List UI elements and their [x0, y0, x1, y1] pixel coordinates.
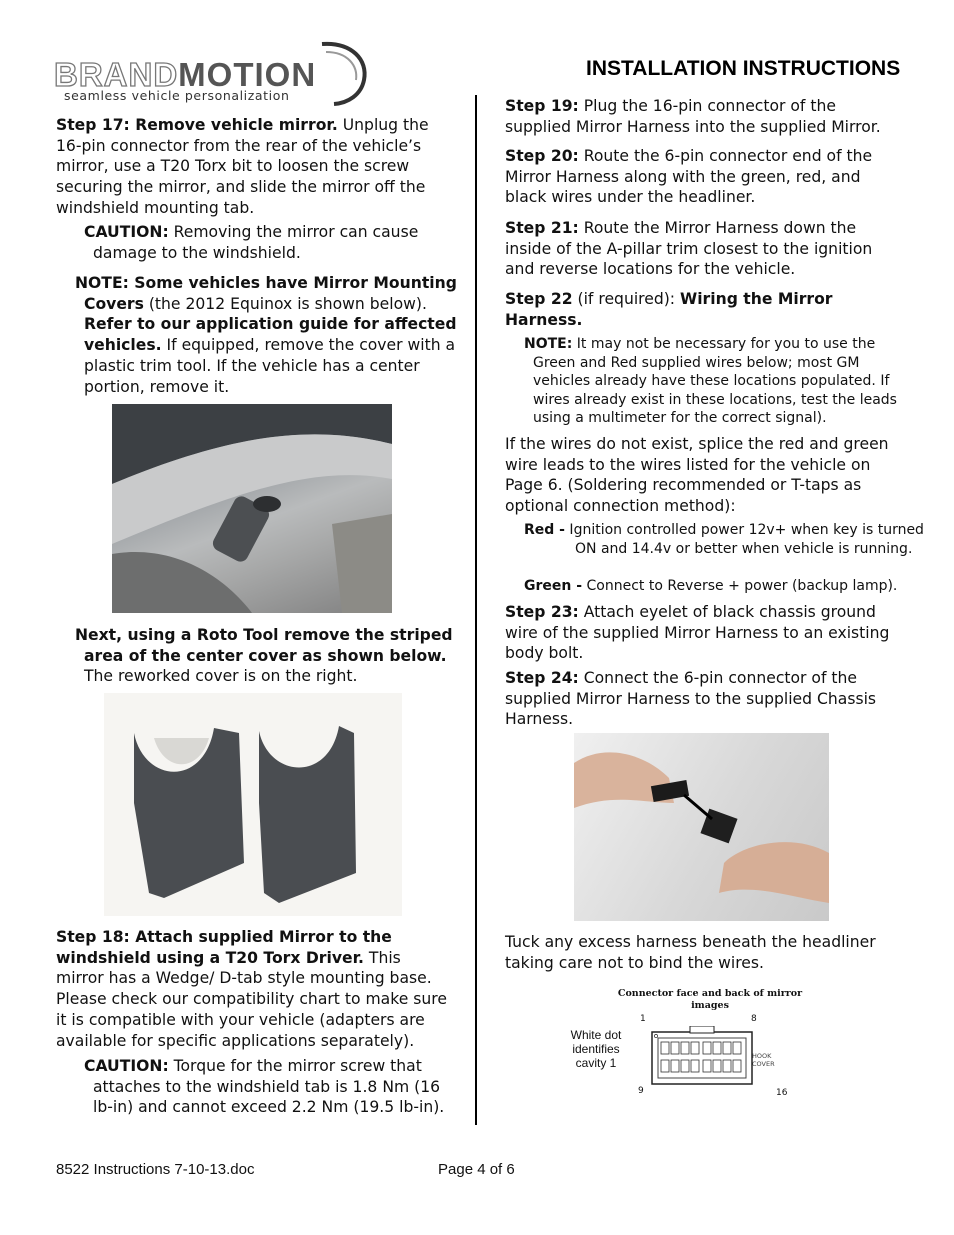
connector-diagram — [570, 986, 810, 1106]
note-wires: NOTE: It may not be necessary for you to use the Green and Red supplied wires below; most GM vehicles already have these locations populated. If wires already exist in these locations, test the leads using a multimeter for the correct signal). — [524, 336, 897, 426]
pin-16-label: 16 — [776, 1088, 788, 1098]
caution-2: CAUTION: Torque for the mirror screw that attaches to the windshield tab is 1.8 Nm (16 lb-in) and cannot exceed 2.2 Nm (19.5 lb-in). — [84, 1057, 445, 1117]
brandmotion-logo — [54, 40, 374, 106]
diagram-title: Connector face and back of mirror images — [617, 988, 803, 1011]
step-17: Step 17: Remove vehicle mirror. Unplug the 16-pin connector from the rear of the vehicle’s mirror, use a T20 Torx bit to loosen the screw securing the mirror, and slide the mirror off the windshield mounting tab. — [56, 116, 429, 217]
caution-1: CAUTION: Removing the mirror can cause damage to the windshield. — [84, 223, 419, 262]
mirror-mount-photo — [112, 404, 392, 613]
pin-8-label: 8 — [751, 1014, 757, 1024]
green-wire-info: Green - Connect to Reverse + power (backup lamp). — [524, 578, 898, 594]
pin-1-label: 1 — [640, 1014, 646, 1024]
step-23: Step 23: Attach eyelet of black chassis ground wire of the supplied Mirror Harness to an existing body bolt. — [505, 603, 890, 663]
hook-cover-label: HOOK COVER — [752, 1052, 775, 1068]
roto-tool-note: Next, using a Roto Tool remove the striped area of the center cover as shown below. The reworked cover is on the right. — [75, 626, 453, 686]
pin-9-label: 9 — [638, 1086, 644, 1096]
splice-instructions: If the wires do not exist, splice the red and green wire leads to the wires listed for the vehicle on Page 6. (Soldering recommended or T-taps as optional connection method): — [505, 435, 889, 516]
white-dot-label: White dot identifies cavity 1 — [570, 1028, 622, 1070]
step-19: Step 19: Plug the 16-pin connector of the supplied Mirror Harness into the supplied Mirror. — [505, 97, 881, 136]
step-22: Step 22 (if required): Wiring the Mirror Harness. — [505, 290, 833, 329]
note-mirror-covers: NOTE: Some vehicles have Mirror Mounting Covers (the 2012 Equinox is shown below). Refer to our application guide for affected vehicles. If equipped, remove the cover with a plastic trim tool. If the vehicle has a center portion, remove it. — [75, 274, 457, 396]
column-divider — [475, 95, 477, 1125]
center-cover-photo — [104, 693, 402, 916]
connector-face-drawing — [650, 1026, 754, 1088]
logo-tagline: seamless vehicle personalization — [64, 88, 290, 103]
connector-photo — [574, 733, 829, 921]
footer-page-number: Page 4 of 6 — [438, 1161, 515, 1178]
logo-wordmark: BRANDMOTION — [54, 56, 317, 93]
tuck-harness-text: Tuck any excess harness beneath the headliner taking care not to bind the wires. — [505, 933, 876, 972]
step-21: Step 21: Route the Mirror Harness down the inside of the A-pillar trim closest to the ignition and reverse locations for the vehicle. — [505, 219, 873, 279]
step-20: Step 20: Route the 6-pin connector end of the Mirror Harness along with the green, red, and black wires under the headliner. — [505, 147, 873, 207]
step-24: Step 24: Connect the 6-pin connector of the supplied Mirror Harness to the supplied Chassis Harness. — [505, 669, 877, 729]
logo-swoosh-icon — [312, 40, 372, 106]
page-title: INSTALLATION INSTRUCTIONS — [586, 57, 901, 80]
footer-document-name: 8522 Instructions 7-10-13.doc — [56, 1161, 255, 1178]
step-18: Step 18: Attach supplied Mirror to the windshield using a T20 Torx Driver. This mirror has a Wedge/ D-tab style mounting base. Please check our compatibility chart to make sure it is compatible with your vehicle (adapters are available for specific applications separately). — [56, 928, 447, 1050]
red-wire-info: Red - Ignition controlled power 12v+ when key is turned ON and 14.4v or better when vehicle is running. — [524, 522, 924, 557]
